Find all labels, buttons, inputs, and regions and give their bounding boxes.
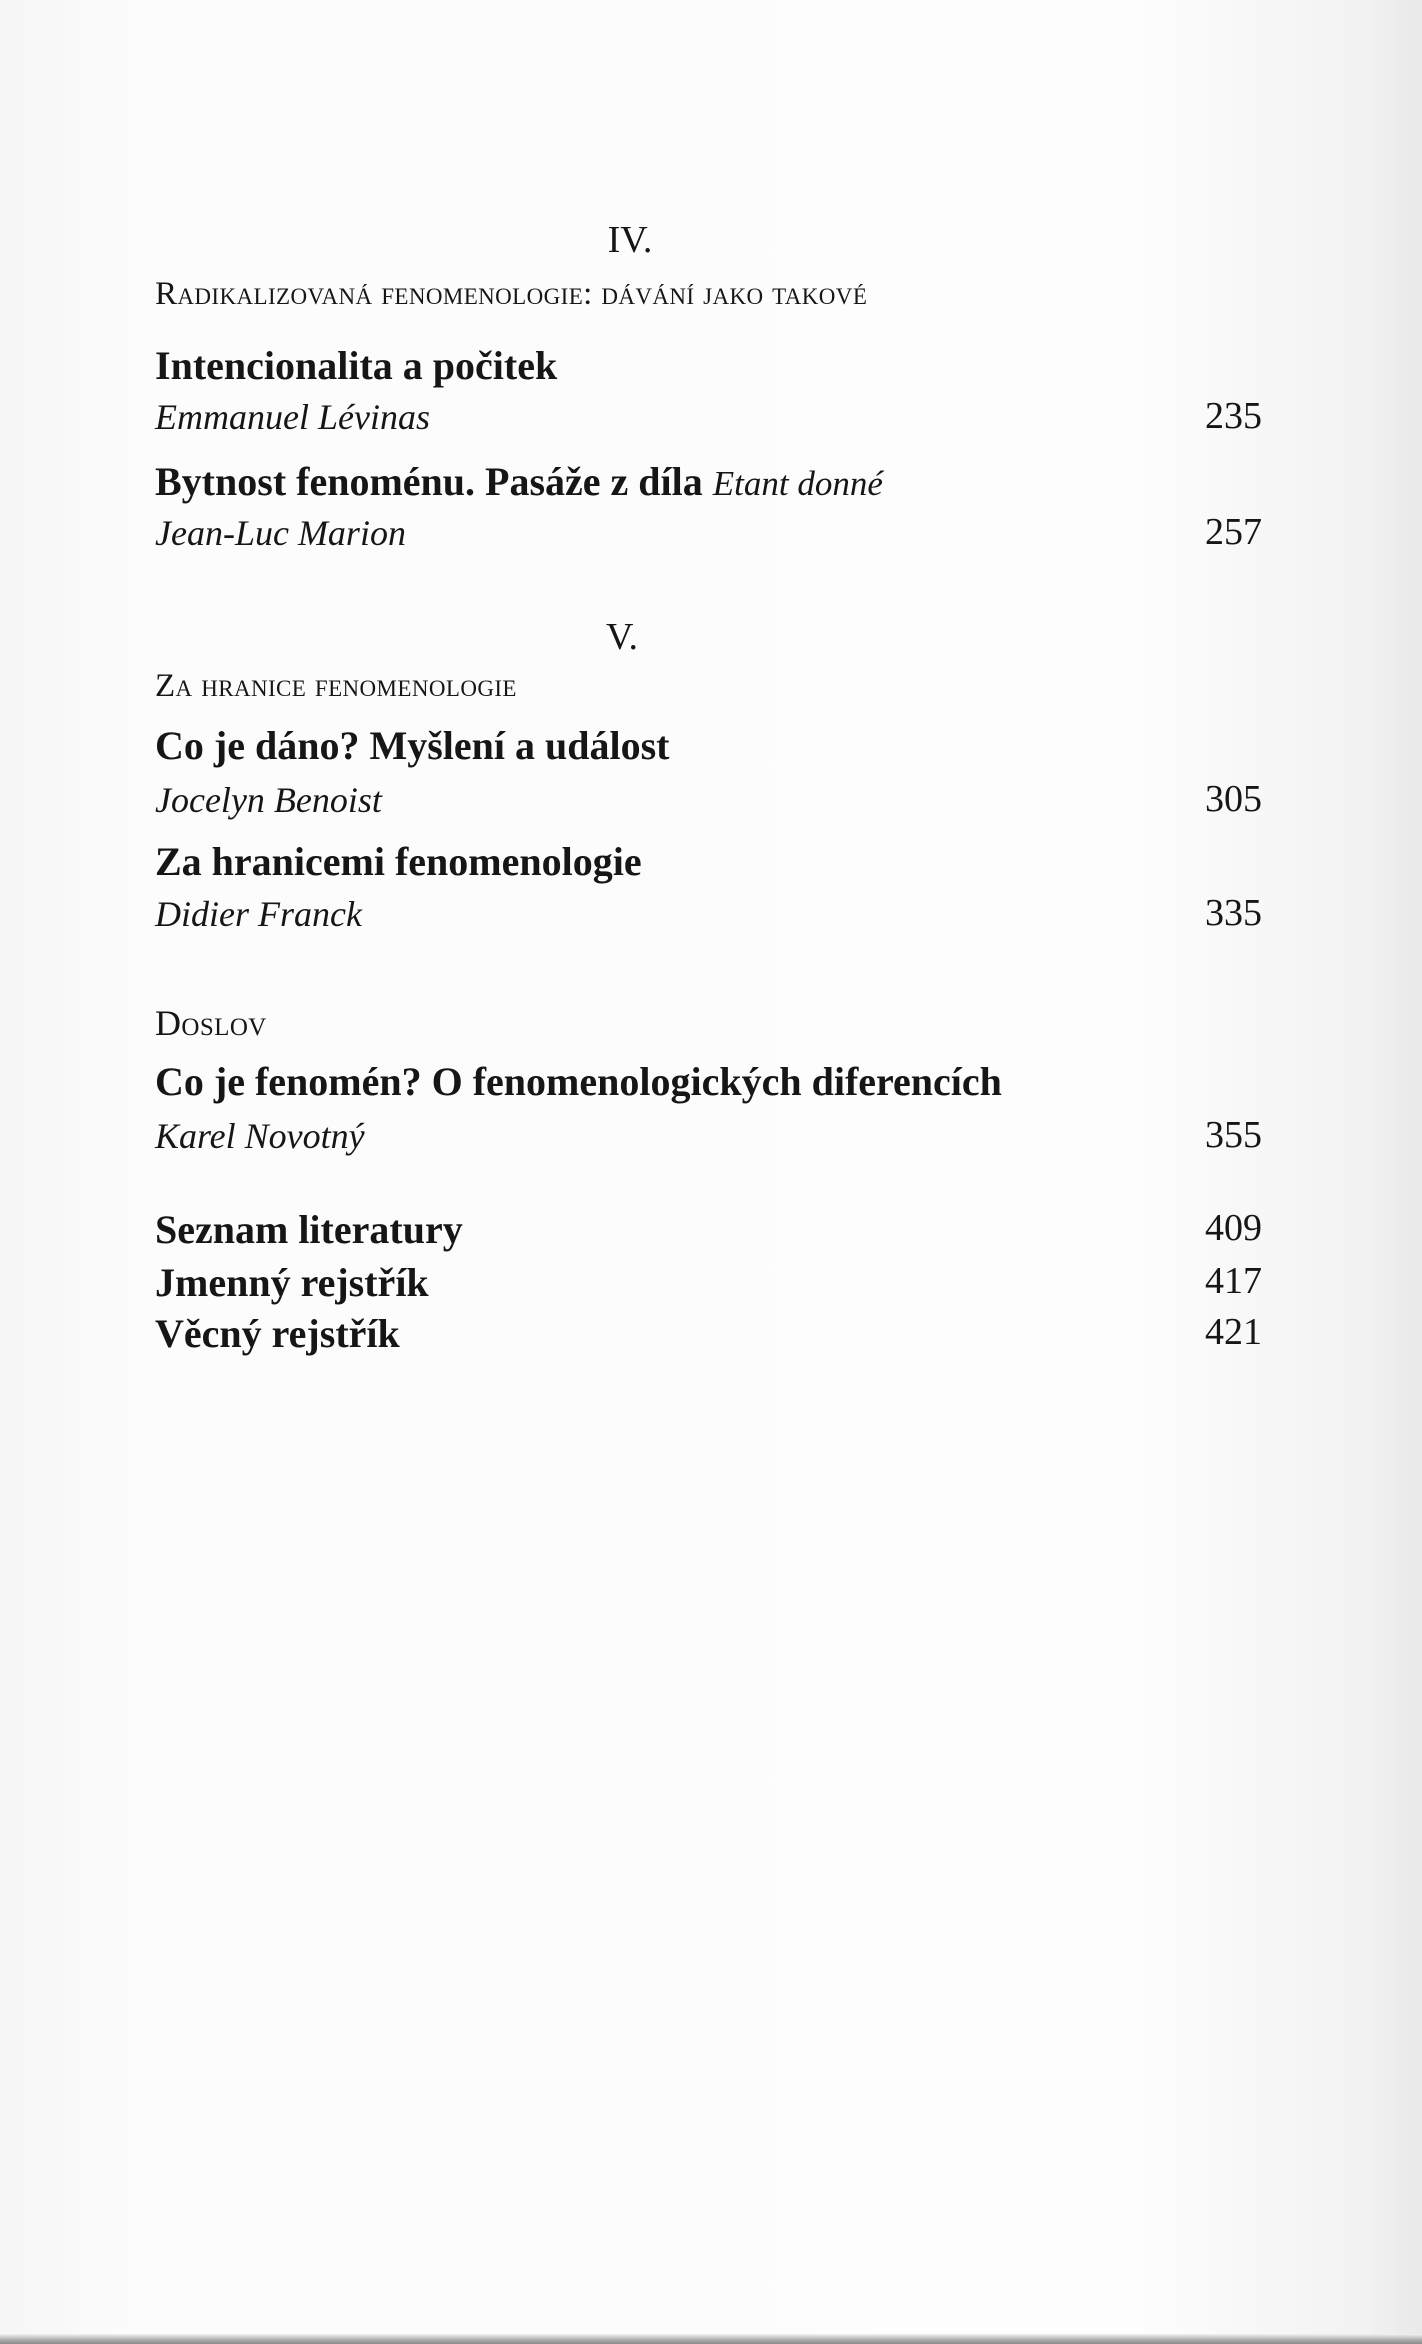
entry-author: Jean-Luc Marion: [155, 513, 406, 553]
entry-title: Za hranicemi fenomenologie: [155, 839, 642, 884]
entry-page-number: 305: [1205, 778, 1262, 820]
entry-title: Co je fenomén? O fenomenologických diferencích: [155, 1059, 1002, 1104]
entry-page-number: 257: [1205, 511, 1262, 553]
page-bottom-edge: [0, 2334, 1422, 2344]
back-matter-page-number: 417: [1205, 1260, 1262, 1302]
afterword-heading: Doslov: [155, 1003, 267, 1043]
back-matter-page-number: 409: [1205, 1207, 1262, 1249]
back-matter-page-number: 421: [1205, 1311, 1262, 1353]
entry-title-text: Bytnost fenoménu. Pasáže z díla: [155, 459, 713, 504]
entry-page-number: 355: [1205, 1114, 1262, 1156]
entry-author: Emmanuel Lévinas: [155, 397, 430, 437]
section-iv-heading: Radikalizovaná fenomenologie: dávání jako takové: [155, 276, 868, 312]
entry-page-number: 235: [1205, 395, 1262, 437]
back-matter-title: Jmenný rejstřík: [155, 1260, 429, 1305]
section-v-numeral: V.: [605, 616, 639, 658]
section-iv-numeral: IV.: [607, 219, 653, 261]
entry-title: [155, 458, 883, 505]
entry-page-number: 335: [1205, 892, 1262, 934]
entry-title: Co je dáno? Myšlení a událost: [155, 723, 670, 768]
back-matter-title: Seznam literatury: [155, 1207, 463, 1252]
entry-author: Didier Franck: [155, 894, 362, 934]
entry-title-italic: Etant donné: [712, 464, 883, 503]
entry-title: Intencionalita a počitek: [155, 343, 558, 388]
entry-author: Jocelyn Benoist: [155, 780, 382, 820]
back-matter-title: Věcný rejstřík: [155, 1311, 400, 1356]
section-v-heading: Za hranice fenomenologie: [155, 668, 517, 704]
entry-author: Karel Novotný: [155, 1116, 365, 1156]
